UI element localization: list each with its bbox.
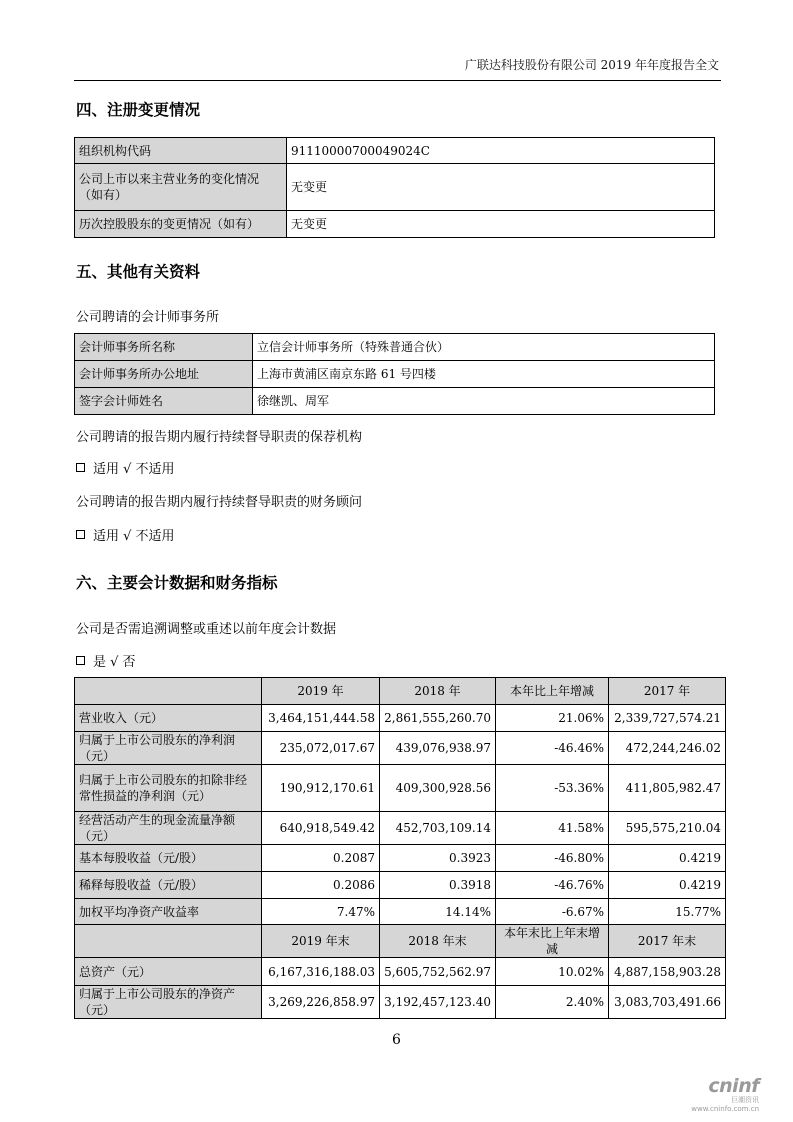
table-subheader-row: [75, 925, 726, 958]
header-cell: 2017 年: [609, 678, 726, 705]
row-label: 经营活动产生的现金流量净额（元）: [75, 812, 262, 845]
table-cell: 10.02%: [496, 958, 609, 986]
row-label: 加权平均净资产收益率: [75, 899, 262, 925]
table-cell: 2.40%: [496, 986, 609, 1019]
logo-url-text: www.cninfo.com.cn: [691, 1105, 759, 1113]
table-cell: -46.46%: [496, 732, 609, 765]
table-row: [75, 732, 726, 765]
table-cell: 3,192,457,123.40: [380, 986, 496, 1019]
restatement-choice: 是 √ 否: [76, 651, 136, 670]
table-row: [75, 986, 726, 1019]
table-cell: 0.3918: [380, 872, 496, 899]
section-4-heading: 四、注册变更情况: [76, 101, 201, 119]
table-cell: 452,703,109.14: [380, 812, 496, 845]
row-label: 归属于上市公司股东的净利润（元）: [75, 732, 262, 765]
business-change-value: 无变更: [287, 164, 715, 211]
header-cell: 2019 年: [262, 678, 380, 705]
accounting-firm-table: [74, 333, 715, 415]
checkbox-icon: [76, 656, 85, 665]
accounting-firm-intro: 公司聘请的会计师事务所: [76, 310, 220, 325]
table-cell: 0.3923: [380, 845, 496, 872]
row-label: 总资产（元）: [75, 958, 262, 986]
table-row: [75, 899, 726, 925]
table-cell: 190,912,170.61: [262, 765, 380, 812]
table-cell: -53.36%: [496, 765, 609, 812]
firm-name-label: 会计师事务所名称: [75, 334, 253, 361]
table-cell: 21.06%: [496, 705, 609, 732]
table-cell: 2,861,555,260.70: [380, 705, 496, 732]
header-cell: 2018 年末: [380, 925, 496, 958]
logo-main-text: cninf: [708, 1075, 759, 1097]
header-cell: 2019 年末: [262, 925, 380, 958]
header-cell: 2017 年末: [609, 925, 726, 958]
advisor-choice: 适用 √ 不适用: [76, 525, 175, 544]
org-code-value: 91110000700049024C: [287, 138, 715, 164]
table-cell: 3,464,151,444.58: [262, 705, 380, 732]
table-cell: 6,167,316,188.03: [262, 958, 380, 986]
table-cell: 41.58%: [496, 812, 609, 845]
header-cell: 2018 年: [380, 678, 496, 705]
shareholder-change-label: 历次控股股东的变更情况（如有）: [75, 211, 287, 238]
advisor-text: 公司聘请的报告期内履行持续督导职责的财务顾问: [76, 495, 363, 510]
accountant-names-label: 签字会计师姓名: [75, 388, 253, 415]
firm-address-label: 会计师事务所办公地址: [75, 361, 253, 388]
table-cell: 5,605,752,562.97: [380, 958, 496, 986]
table-cell: 411,805,982.47: [609, 765, 726, 812]
table-header-row: [75, 678, 726, 705]
table-cell: -46.76%: [496, 872, 609, 899]
table-cell: 3,083,703,491.66: [609, 986, 726, 1019]
row-label: 营业收入（元）: [75, 705, 262, 732]
table-row: [75, 845, 726, 872]
report-header-title: 广联达科技股份有限公司 2019 年年度报告全文: [464, 58, 719, 72]
table-cell: 2,339,727,574.21: [609, 705, 726, 732]
header-cell: [75, 925, 262, 958]
table-cell: 472,244,246.02: [609, 732, 726, 765]
table-cell: 14.14%: [380, 899, 496, 925]
accountant-names-value: 徐继凯、周军: [253, 388, 715, 415]
table-cell: 439,076,938.97: [380, 732, 496, 765]
table-cell: 409,300,928.56: [380, 765, 496, 812]
row-label: 基本每股收益（元/股）: [75, 845, 262, 872]
row-label: 归属于上市公司股东的扣除非经常性损益的净利润（元）: [75, 765, 262, 812]
firm-name-value: 立信会计师事务所（特殊普通合伙）: [253, 334, 715, 361]
logo-sub-text: 巨潮资讯: [731, 1096, 759, 1104]
section-5-heading: 五、其他有关资料: [76, 263, 201, 281]
row-label: 稀释每股收益（元/股）: [75, 872, 262, 899]
table-cell: -46.80%: [496, 845, 609, 872]
header-cell: 本年末比上年末增减: [496, 925, 609, 958]
section-6-heading: 六、主要会计数据和财务指标: [76, 574, 278, 592]
checkbox-icon: [76, 463, 85, 472]
checkbox-icon: [76, 530, 85, 539]
header-divider: [74, 80, 721, 81]
table-cell: 0.2087: [262, 845, 380, 872]
sponsor-choice: 适用 √ 不适用: [76, 458, 175, 477]
table-row: [75, 958, 726, 986]
table-row: [75, 812, 726, 845]
table-cell: 4,887,158,903.28: [609, 958, 726, 986]
business-change-label: 公司上市以来主营业务的变化情况（如有）: [75, 164, 287, 211]
page-number: 6: [392, 1032, 401, 1048]
table-cell: 0.4219: [609, 845, 726, 872]
table-cell: 640,918,549.42: [262, 812, 380, 845]
table-cell: 15.77%: [609, 899, 726, 925]
firm-address-value: 上海市黄浦区南京东路 61 号四楼: [253, 361, 715, 388]
sponsor-text: 公司聘请的报告期内履行持续督导职责的保荐机构: [76, 430, 363, 445]
table-cell: 0.2086: [262, 872, 380, 899]
registration-change-table: [74, 137, 715, 238]
table-cell: 3,269,226,858.97: [262, 986, 380, 1019]
table-cell: -6.67%: [496, 899, 609, 925]
shareholder-change-value: 无变更: [287, 211, 715, 238]
table-row: [75, 705, 726, 732]
table-cell: 7.47%: [262, 899, 380, 925]
financial-indicators-table: [74, 677, 726, 1019]
table-cell: 235,072,017.67: [262, 732, 380, 765]
restatement-question: 公司是否需追溯调整或重述以前年度会计数据: [76, 622, 337, 637]
table-cell: 595,575,210.04: [609, 812, 726, 845]
cninfo-logo: [669, 1075, 759, 1113]
table-cell: 0.4219: [609, 872, 726, 899]
org-code-label: 组织机构代码: [75, 138, 287, 164]
table-row: [75, 765, 726, 812]
header-cell: 本年比上年增减: [496, 678, 609, 705]
table-row: [75, 872, 726, 899]
header-cell: [75, 678, 262, 705]
row-label: 归属于上市公司股东的净资产（元）: [75, 986, 262, 1019]
